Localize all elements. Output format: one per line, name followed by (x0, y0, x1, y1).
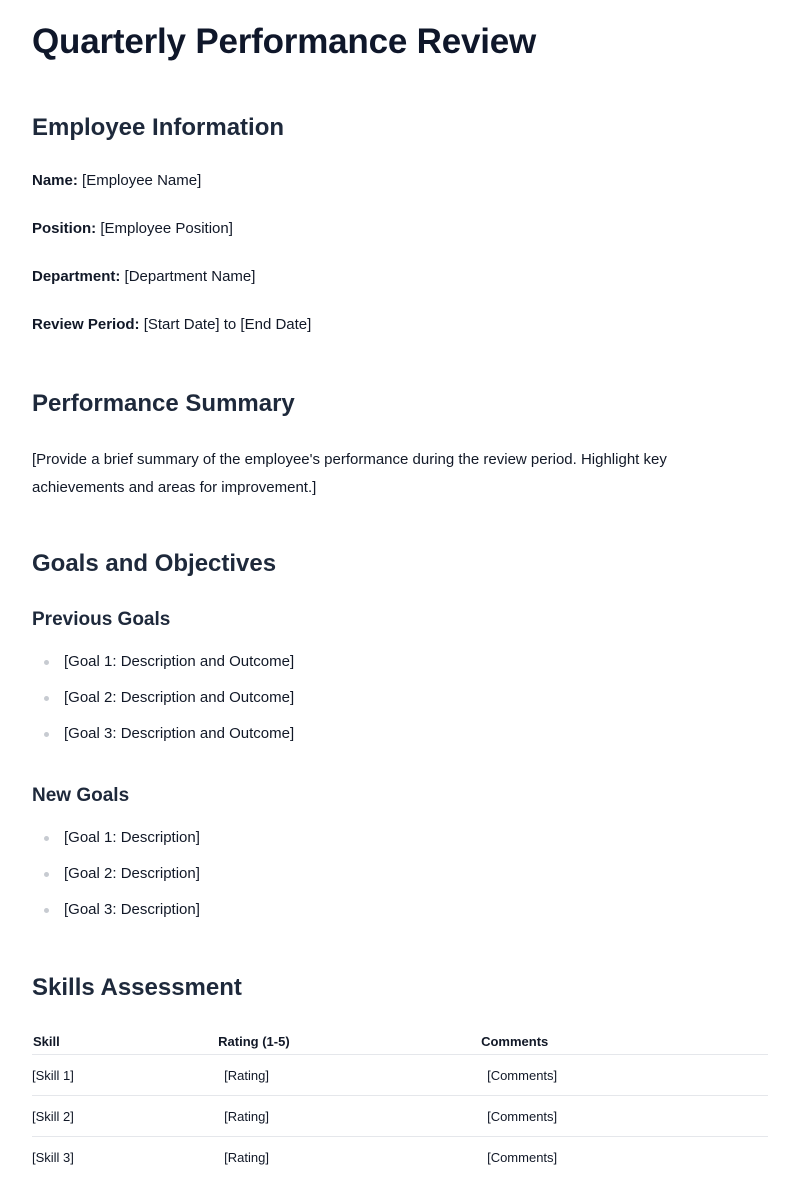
field-label: Name: (32, 172, 78, 189)
field-label: Review Period: (32, 316, 140, 333)
table-row (32, 1137, 768, 1178)
field-review-period (32, 316, 311, 333)
comments-text: [Comments] (487, 1067, 558, 1083)
field-position (32, 220, 233, 237)
comments-cell (480, 1137, 768, 1178)
goal-text: [Goal 2: Description and Outcome] (64, 689, 295, 706)
field-value: [Department Name] (124, 268, 256, 285)
skill-cell (32, 1137, 217, 1178)
employee-info-heading: Employee Information (32, 114, 285, 141)
table-row (32, 1055, 768, 1096)
bullet-icon (44, 872, 49, 877)
goal-text: [Goal 3: Description] (64, 901, 200, 918)
field-value: [Employee Position] (100, 220, 233, 237)
page-title: Quarterly Performance Review (32, 22, 537, 61)
bullet-icon (44, 732, 49, 737)
field-department (32, 268, 255, 285)
comments-cell (480, 1055, 768, 1096)
rating-cell (217, 1096, 480, 1137)
previous-goals-list (32, 650, 294, 758)
bullet-icon (44, 908, 49, 913)
field-name (32, 172, 201, 189)
field-value: [Start Date] to [End Date] (143, 316, 312, 333)
new-goals-heading: New Goals (32, 785, 130, 806)
rating-text: [Rating] (224, 1149, 269, 1165)
goals-heading: Goals and Objectives (32, 550, 277, 577)
goal-text: [Goal 1: Description] (64, 829, 200, 846)
rating-text: [Rating] (224, 1067, 269, 1083)
list-item (32, 862, 200, 898)
field-value: [Employee Name] (82, 172, 202, 189)
list-item (32, 722, 294, 758)
comments-text: [Comments] (487, 1149, 558, 1165)
goal-text: [Goal 3: Description and Outcome] (64, 725, 295, 742)
table-row (32, 1096, 768, 1137)
skill-cell (32, 1055, 217, 1096)
rating-cell (217, 1055, 480, 1096)
column-header-comments: Comments (480, 1028, 768, 1055)
table-header-row (32, 1028, 768, 1055)
new-goals-list (32, 826, 200, 934)
field-label: Department: (32, 268, 121, 285)
list-item (32, 650, 294, 686)
bullet-icon (44, 660, 49, 665)
field-label: Position: (32, 220, 97, 237)
bullet-icon (44, 836, 49, 841)
goal-text: [Goal 2: Description] (64, 865, 200, 882)
skills-heading: Skills Assessment (32, 974, 242, 1001)
skill-text: [Skill 2] (32, 1108, 74, 1124)
skill-text: [Skill 3] (32, 1149, 74, 1165)
list-item (32, 686, 294, 722)
skills-table (32, 1028, 768, 1177)
bullet-icon (44, 696, 49, 701)
column-header-skill: Skill (32, 1028, 217, 1055)
performance-summary-heading: Performance Summary (32, 390, 295, 417)
rating-text: [Rating] (224, 1108, 269, 1124)
skill-text: [Skill 1] (32, 1067, 74, 1083)
performance-summary-text: [Provide a brief summary of the employee's performance during the review period. Highlight key achievements and areas for improvement.] (32, 451, 667, 496)
column-header-rating: Rating (1-5) (217, 1028, 480, 1055)
rating-cell (217, 1137, 480, 1178)
skill-cell (32, 1096, 217, 1137)
comments-text: [Comments] (487, 1108, 558, 1124)
goal-text: [Goal 1: Description and Outcome] (64, 653, 295, 670)
list-item (32, 898, 200, 934)
list-item (32, 826, 200, 862)
comments-cell (480, 1096, 768, 1137)
previous-goals-heading: Previous Goals (32, 609, 171, 630)
